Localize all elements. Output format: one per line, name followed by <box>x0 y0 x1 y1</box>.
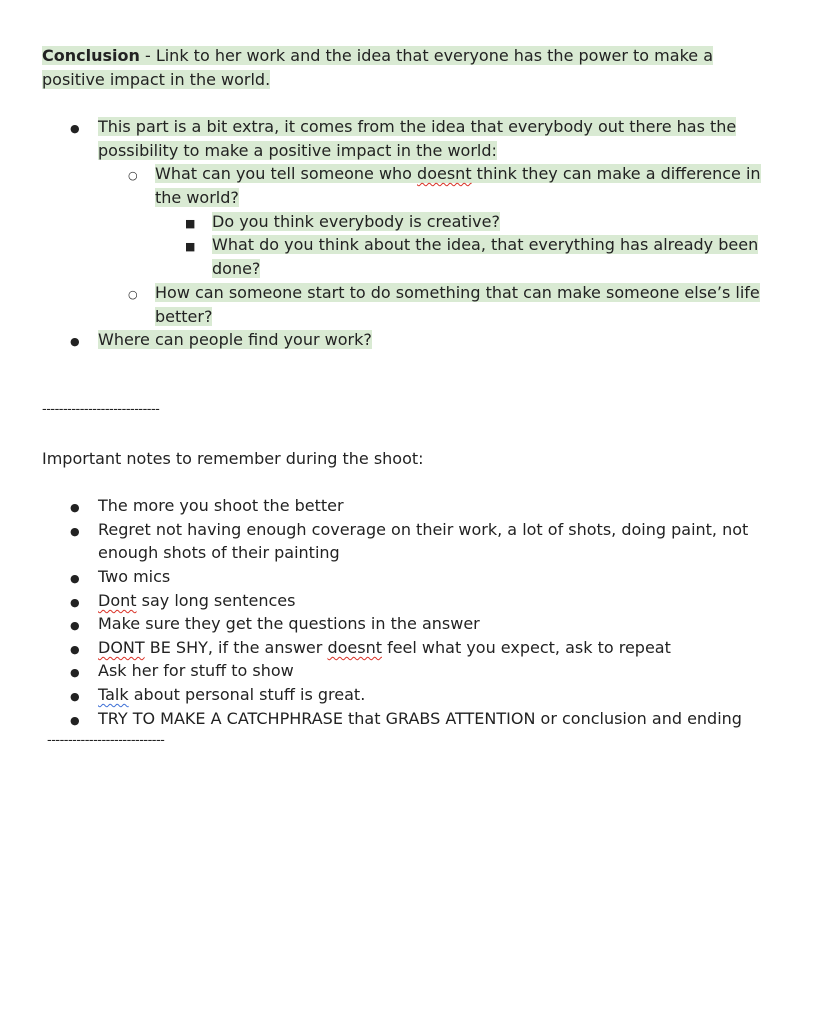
bullet-icon <box>70 659 80 685</box>
conclusion-text-2: positive impact in the world. <box>42 70 271 89</box>
misspelled-word[interactable]: DONT <box>98 638 145 657</box>
note-item-9: TRY TO MAKE A CATCHPHRASE that GRABS ATTENTION or conclusion and ending <box>98 709 742 728</box>
note-item-4: Dont say long sentences <box>98 591 296 610</box>
outline-item-1-line-2: possibility to make a positive impact in the world: <box>98 141 497 160</box>
note-item-6: DONT BE SHY, if the answer doesnt feel what you expect, ask to repeat <box>98 638 671 657</box>
square-bullet-icon <box>185 233 195 259</box>
divider: ---------------------------- <box>42 402 160 417</box>
outline-item-2: Where can people find your work? <box>98 330 372 349</box>
conclusion-label: Conclusion <box>42 46 140 65</box>
note-item-2-line-1: Regret not having enough coverage on their work, a lot of shots, doing paint, not <box>98 520 749 539</box>
conclusion-line-1 <box>42 44 713 68</box>
outline-item-1-line-1: This part is a bit extra, it comes from the idea that everybody out there has the <box>98 117 737 136</box>
note-item-7: Ask her for stuff to show <box>98 661 294 680</box>
note-item-2-line-2: enough shots of their painting <box>98 543 340 562</box>
outline-sub-2-line-1: How can someone start to do something that can make someone else’s life <box>155 283 760 302</box>
note-item-1: The more you shoot the better <box>98 496 344 515</box>
note-item-5: Make sure they get the questions in the answer <box>98 614 480 633</box>
divider: ---------------------------- <box>47 733 165 748</box>
bullet-icon <box>70 518 80 544</box>
bullet-icon <box>70 565 80 591</box>
outline-subsub-2-line-1: What do you think about the idea, that everything has already been <box>212 235 759 254</box>
bullet-icon <box>70 707 80 733</box>
misspelled-word[interactable]: doesnt <box>417 164 472 183</box>
hollow-bullet-icon <box>128 281 138 307</box>
grammar-flagged-word[interactable]: Talk <box>98 685 129 704</box>
bullet-icon <box>70 328 80 354</box>
conclusion-line-2 <box>42 68 270 92</box>
note-item-8: Talk about personal stuff is great. <box>98 685 366 704</box>
misspelled-word[interactable]: doesnt <box>327 638 382 657</box>
bullet-icon <box>70 683 80 709</box>
outline-sub-1-line-2: the world? <box>155 188 239 207</box>
outline-subsub-2-line-2: done? <box>212 259 261 278</box>
misspelled-word[interactable]: Dont <box>98 591 137 610</box>
hollow-bullet-icon <box>128 162 138 188</box>
outline-subsub-1: Do you think everybody is creative? <box>212 212 500 231</box>
outline-sub-2-line-2: better? <box>155 307 213 326</box>
outline-sub-1-line-1: What can you tell someone who doesnt think they can make a difference in <box>155 164 761 183</box>
bullet-icon <box>70 494 80 520</box>
bullet-icon <box>70 115 80 141</box>
note-item-3: Two mics <box>98 567 171 586</box>
notes-heading: Important notes to remember during the shoot: <box>42 449 424 468</box>
bullet-icon <box>70 612 80 638</box>
conclusion-text: - Link to her work and the idea that everyone has the power to make a <box>139 46 713 65</box>
